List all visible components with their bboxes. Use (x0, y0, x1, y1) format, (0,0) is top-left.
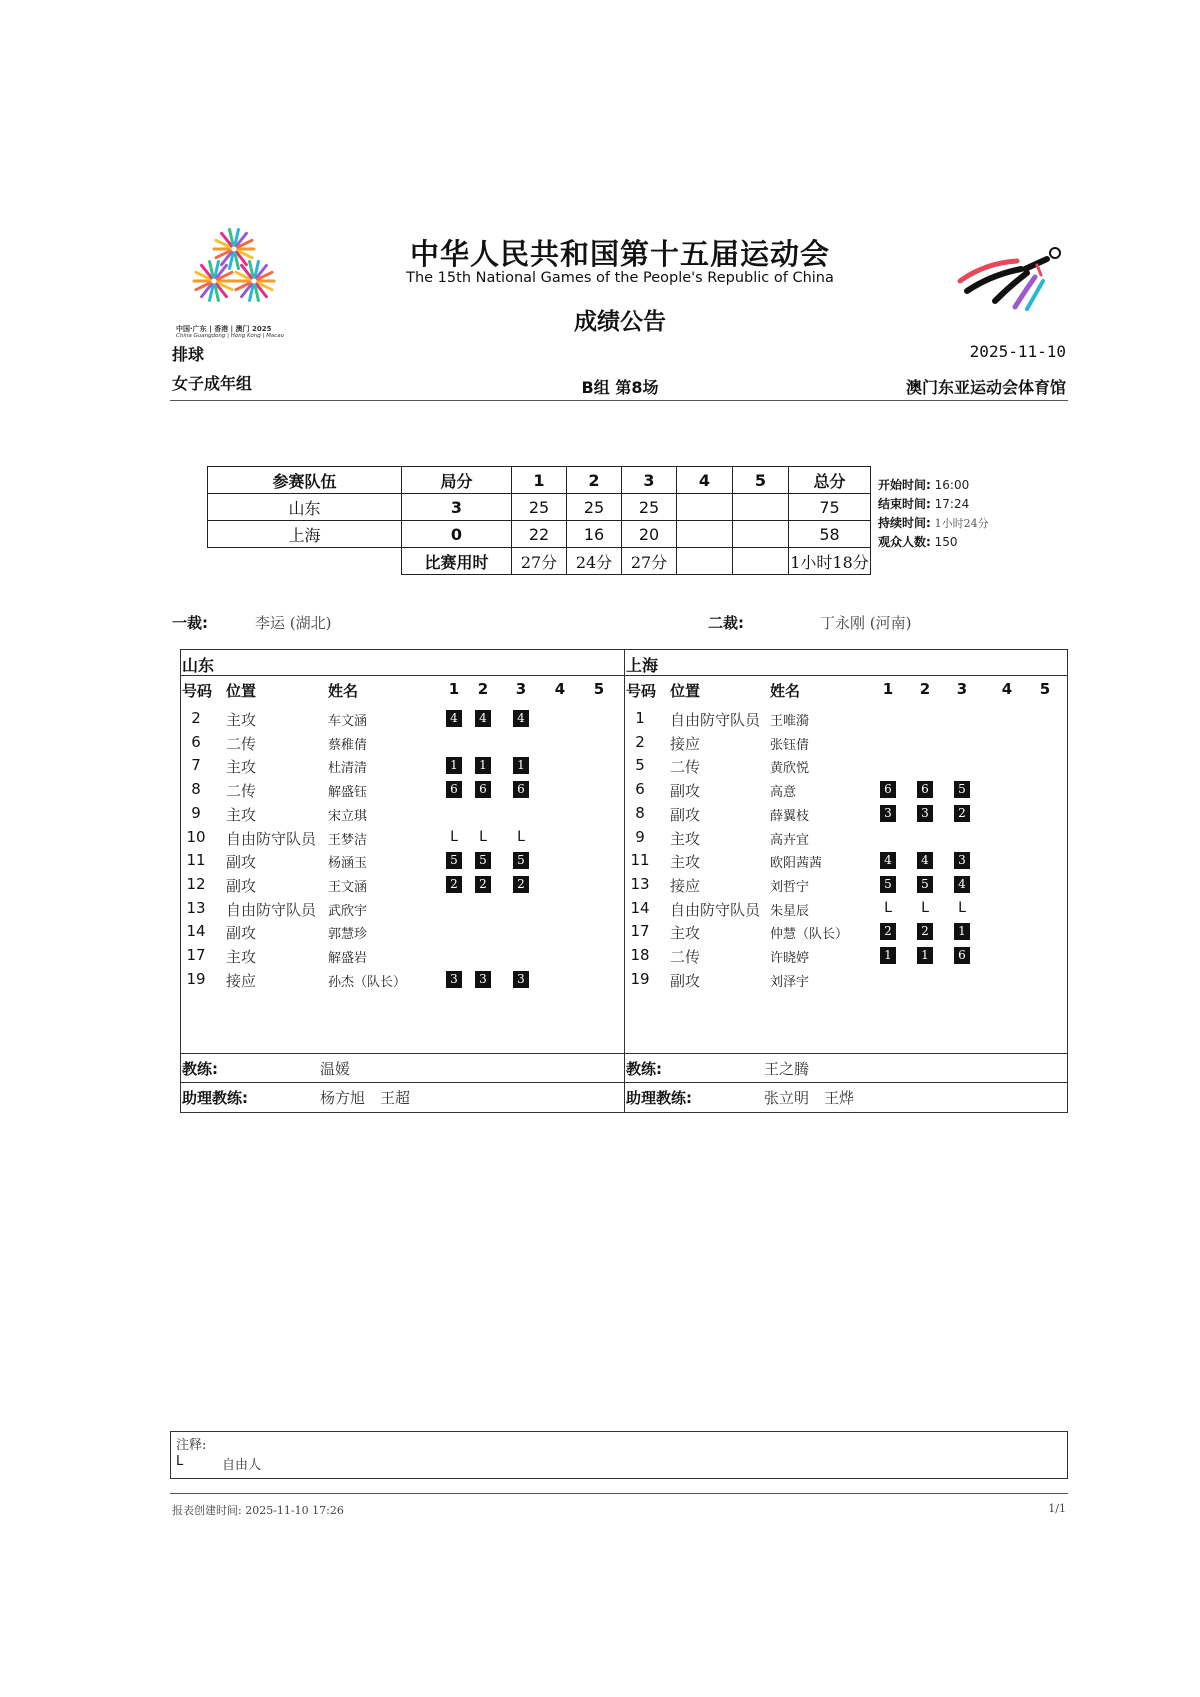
set-score: 20 (622, 521, 677, 548)
lineup-position-box: 4 (917, 852, 933, 869)
libero-mark: L (958, 899, 966, 916)
player-number: 6 (191, 732, 201, 751)
col-header-num: 号码 (182, 682, 213, 700)
logo-caption-en: China Guangdong | Hong Kong | Macao (176, 333, 284, 339)
col-header-num: 号码 (626, 682, 657, 700)
player-name: 杜清清 (328, 761, 368, 777)
player-number: 5 (635, 756, 645, 775)
score-row-shanghai (208, 521, 871, 548)
player-name: 刘哲宁 (770, 879, 810, 895)
col-header-set: 3 (956, 680, 968, 698)
header-divider (170, 400, 1068, 401)
col-header-set: 4 (554, 680, 566, 698)
col-header-pos: 位置 (226, 682, 257, 700)
col-header-name: 姓名 (770, 682, 801, 700)
player-position: 二传 (670, 948, 701, 966)
set-duration: 27分 (622, 548, 677, 575)
notes-box (170, 1431, 1068, 1479)
player-position: 副攻 (226, 876, 257, 895)
player-number: 9 (635, 827, 645, 846)
asst-left: 杨方旭 王超 (320, 1089, 411, 1107)
libero-mark: L (479, 828, 487, 845)
team-name: 上海 (208, 521, 402, 548)
player-number: 8 (635, 803, 645, 822)
asst-label-right: 助理教练: (626, 1089, 692, 1107)
coach-left: 温媛 (320, 1060, 351, 1078)
col-header-set: 1 (882, 680, 894, 698)
player-position: 自由防守队员 (226, 829, 317, 848)
coach-label-right: 教练: (626, 1060, 662, 1078)
player-position: 副攻 (670, 971, 701, 990)
player-number: 19 (630, 969, 650, 988)
notes-meaning: 自由人 (222, 1458, 262, 1473)
player-position: 副攻 (226, 924, 257, 943)
lineup-position-box: 4 (954, 876, 970, 893)
player-number: 6 (635, 780, 645, 799)
player-name: 许晓婷 (770, 951, 810, 966)
games-logo-icon (178, 215, 288, 325)
header-sets: 局分 (402, 467, 512, 494)
venue-label: 澳门东亚运动会体育馆 (905, 378, 1066, 397)
col-header-set: 5 (593, 680, 605, 698)
libero-mark: L (517, 828, 525, 845)
match-label: B组 第8场 (581, 378, 659, 397)
notes-label: 注释: (176, 1438, 207, 1453)
page-title-en: The 15th National Games of the People's Republic of China (406, 270, 834, 286)
lineup-position-box: 3 (917, 805, 933, 822)
start-time: 16:00 (934, 478, 970, 492)
set-score (733, 521, 789, 548)
player-name: 欧阳茜茜 (770, 856, 823, 872)
header-set2: 2 (567, 467, 622, 494)
player-number: 19 (186, 969, 206, 988)
player-name: 朱星辰 (770, 903, 810, 919)
player-number: 14 (630, 898, 650, 917)
player-name: 高卉宜 (770, 832, 810, 848)
player-number: 13 (186, 898, 206, 917)
libero-mark: L (884, 899, 892, 916)
lineup-position-box: 4 (880, 852, 896, 869)
start-time-label: 开始时间: (878, 478, 931, 492)
second-referee-label: 二裁: (708, 614, 744, 632)
player-name: 王唯漪 (770, 714, 810, 729)
player-name: 杨涵玉 (328, 856, 368, 872)
coach-right: 王之腾 (764, 1060, 810, 1078)
lineup-position-box: 5 (954, 781, 970, 798)
set-score: 16 (567, 521, 622, 548)
set-score (733, 494, 789, 521)
player-position: 主攻 (670, 924, 701, 943)
col-header-set: 1 (448, 680, 460, 698)
games-logo (178, 215, 288, 325)
lineup-position-box: 3 (475, 971, 491, 988)
player-name: 解盛岩 (328, 951, 368, 966)
col-header-pos: 位置 (670, 682, 701, 700)
report-created: 报表创建时间: 2025-11-10 17:26 (172, 1504, 344, 1517)
player-position: 二传 (226, 782, 257, 801)
player-name: 王文涵 (328, 879, 368, 895)
set-score (677, 494, 733, 521)
player-name: 仲慧（队长） (770, 927, 849, 943)
roster-team-name: 上海 (626, 656, 659, 675)
player-number: 11 (186, 851, 206, 870)
score-table (207, 466, 871, 575)
player-name: 郭慧珍 (328, 927, 368, 943)
header-set1: 1 (512, 467, 567, 494)
roster-team-name: 山东 (182, 656, 215, 675)
sets-won: 0 (402, 521, 512, 548)
lineup-position-box: 2 (475, 876, 491, 893)
libero-mark: L (450, 828, 458, 845)
attendance: 150 (934, 535, 958, 549)
volleyball-pictogram (955, 245, 1065, 315)
player-position: 主攻 (670, 853, 701, 872)
player-position: 接应 (226, 971, 257, 990)
set-duration (677, 548, 733, 575)
notes-code: L (176, 1454, 184, 1469)
player-position: 自由防守队员 (670, 711, 761, 729)
page-subtitle: 成绩公告 (574, 308, 666, 335)
player-number: 17 (186, 946, 206, 964)
player-position: 主攻 (226, 711, 257, 729)
player-number: 2 (635, 732, 645, 751)
player-name: 蔡稚倩 (328, 737, 368, 753)
player-name: 薛翼枝 (770, 808, 810, 824)
header-set3: 3 (622, 467, 677, 494)
player-position: 主攻 (670, 829, 701, 848)
second-referee: 丁永刚 (河南) (820, 614, 912, 632)
roster-header-rule (180, 675, 1068, 676)
lineup-position-box: 6 (954, 947, 970, 964)
player-position: 接应 (670, 876, 701, 895)
lineup-position-box: 6 (513, 781, 529, 798)
coach-label-left: 教练: (182, 1060, 218, 1078)
lineup-position-box: 5 (513, 852, 529, 869)
player-name: 解盛钰 (328, 785, 368, 801)
set-duration (733, 548, 789, 575)
set-score: 25 (567, 494, 622, 521)
score-row-shandong (208, 494, 871, 521)
duration-time: 1小时24分 (934, 517, 989, 530)
lineup-position-box: 5 (475, 852, 491, 869)
duration-time-label: 持续时间: (878, 516, 931, 530)
sets-won: 3 (402, 494, 512, 521)
lineup-position-box: 3 (513, 971, 529, 988)
header-set4: 4 (677, 467, 733, 494)
player-number: 1 (635, 709, 645, 727)
col-header-set: 2 (477, 680, 489, 698)
col-header-name: 姓名 (328, 682, 359, 700)
player-name: 宋立琪 (328, 808, 368, 824)
player-position: 自由防守队员 (226, 900, 317, 919)
asst-rule (180, 1082, 1068, 1083)
lineup-position-box: 5 (880, 876, 896, 893)
lineup-position-box: 5 (446, 852, 462, 869)
player-name: 王梦洁 (328, 832, 368, 848)
player-number: 18 (630, 946, 650, 964)
lineup-position-box: 2 (917, 923, 933, 940)
col-header-set: 2 (919, 680, 931, 698)
player-position: 自由防守队员 (670, 900, 761, 919)
player-number: 12 (186, 874, 206, 893)
player-position: 主攻 (226, 805, 257, 824)
player-position: 二传 (670, 758, 701, 777)
player-position: 主攻 (226, 758, 257, 777)
player-number: 11 (630, 851, 650, 870)
player-name: 刘泽宇 (770, 974, 810, 990)
header-total: 总分 (789, 467, 871, 494)
col-header-set: 4 (1001, 680, 1013, 698)
player-number: 10 (186, 827, 206, 846)
lineup-position-box: 2 (954, 805, 970, 822)
player-number: 17 (630, 922, 650, 941)
roster-divider (624, 649, 625, 1113)
lineup-position-box: 6 (917, 781, 933, 798)
player-number: 9 (191, 803, 201, 822)
col-header-set: 3 (515, 680, 527, 698)
lineup-position-box: 1 (917, 947, 933, 964)
lineup-position-box: 2 (446, 876, 462, 893)
total-score: 58 (789, 521, 871, 548)
asst-right: 张立明 王烨 (764, 1089, 855, 1107)
player-number: 13 (630, 874, 650, 893)
volleyball-pictogram-icon (955, 245, 1065, 315)
player-name: 武欣宇 (328, 903, 368, 919)
player-number: 2 (191, 709, 201, 727)
set-score: 22 (512, 521, 567, 548)
asst-label-left: 助理教练: (182, 1089, 248, 1107)
sport-label: 排球 (172, 345, 205, 364)
lineup-position-box: 4 (513, 710, 529, 727)
set-score: 25 (622, 494, 677, 521)
set-duration: 24分 (567, 548, 622, 575)
lineup-position-box: 1 (880, 947, 896, 964)
lineup-position-box: 4 (446, 710, 462, 727)
page-title-cn: 中华人民共和国第十五届运动会 (409, 237, 830, 271)
lineup-position-box: 1 (513, 757, 529, 774)
total-duration: 1小时18分 (789, 548, 871, 575)
page-number: 1/1 (1048, 1502, 1066, 1515)
lineup-position-box: 1 (954, 923, 970, 940)
footer-divider (170, 1493, 1068, 1494)
player-number: 8 (191, 780, 201, 799)
end-time-label: 结束时间: (878, 497, 931, 511)
score-header-row (208, 467, 871, 494)
player-position: 副攻 (670, 805, 701, 824)
lineup-position-box: 6 (880, 781, 896, 798)
lineup-position-box: 3 (446, 971, 462, 988)
duration-row (208, 548, 871, 575)
player-number: 7 (191, 756, 201, 775)
first-referee-label: 一裁: (172, 614, 208, 632)
player-position: 二传 (226, 734, 257, 753)
player-position: 副攻 (226, 853, 257, 872)
time-info (878, 476, 989, 552)
attendance-label: 观众人数: (878, 535, 931, 549)
player-position: 副攻 (670, 782, 701, 801)
lineup-position-box: 1 (446, 757, 462, 774)
lineup-position-box: 2 (513, 876, 529, 893)
end-time: 17:24 (934, 497, 970, 511)
lineup-position-box: 5 (917, 876, 933, 893)
lineup-position-box: 6 (475, 781, 491, 798)
header-set5: 5 (733, 467, 789, 494)
first-referee: 李运 (湖北) (255, 614, 332, 632)
lineup-position-box: 3 (954, 852, 970, 869)
lineup-position-box: 2 (880, 923, 896, 940)
set-score: 25 (512, 494, 567, 521)
player-position: 主攻 (226, 948, 257, 966)
category-label: 女子成年组 (172, 374, 253, 393)
lineup-position-box: 4 (475, 710, 491, 727)
player-name: 黄欣悦 (770, 761, 810, 777)
lineup-position-box: 6 (446, 781, 462, 798)
col-header-set: 5 (1039, 680, 1051, 698)
lineup-position-box: 3 (880, 805, 896, 822)
date-label: 2025-11-10 (969, 342, 1066, 361)
player-number: 14 (186, 922, 206, 941)
set-duration: 27分 (512, 548, 567, 575)
duration-label: 比赛用时 (402, 548, 512, 575)
team-name: 山东 (208, 494, 402, 521)
coach-rule (180, 1053, 1068, 1054)
header-team: 参赛队伍 (208, 467, 402, 494)
logo-caption: 中国·广东 | 香港 | 澳门 2025 (176, 325, 272, 333)
player-name: 张钰倩 (770, 737, 810, 753)
player-name: 孙杰（队长） (328, 974, 407, 990)
player-position: 接应 (670, 734, 701, 753)
player-name: 高意 (770, 785, 797, 801)
set-score (677, 521, 733, 548)
total-score: 75 (789, 494, 871, 521)
libero-mark: L (921, 899, 929, 916)
lineup-position-box: 1 (475, 757, 491, 774)
player-name: 车文涵 (328, 714, 368, 729)
